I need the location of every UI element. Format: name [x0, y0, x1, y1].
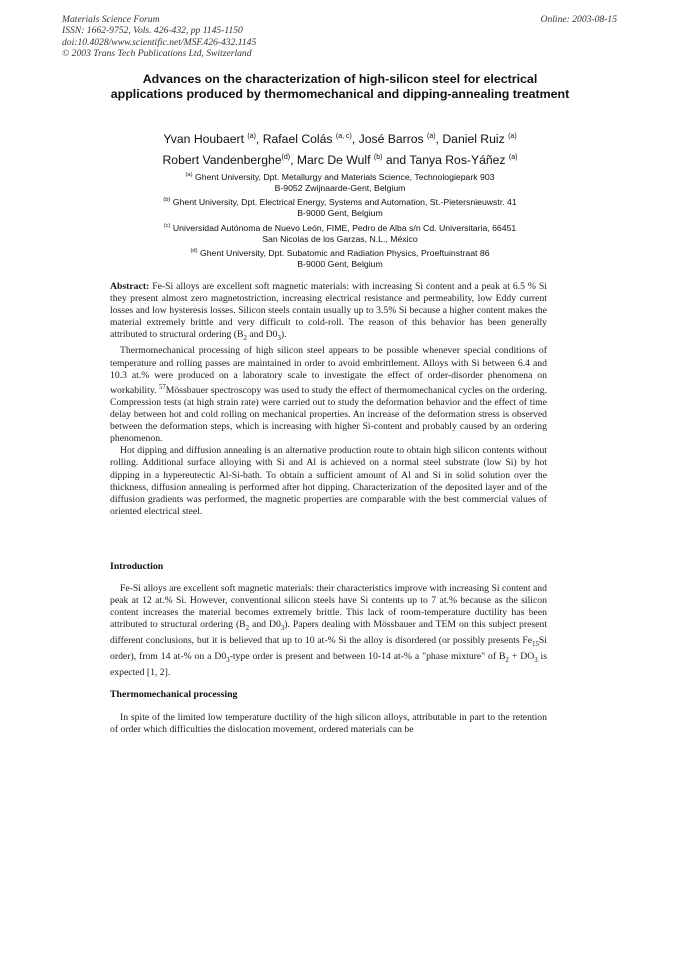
abstract-text: Mössbauer spectroscopy was used to study the effect of thermomechanical cycles on the ordering. Compression tests (at high strain rate) were carried out to study the deformation behavior and the effect of time delay between hot and cold rolling on mechanical properties. An increase of the deformation stress is observed between the deformation steps, which is increasing with higher Si-content and probably caused by an ordering phenomenon. — [110, 384, 547, 445]
subscript: 2 — [243, 335, 247, 343]
doi-line[interactable]: doi:10.4028/www.scientific.net/MSF.426-432.1145 — [62, 36, 257, 48]
body-text: and D0 — [249, 619, 281, 631]
author-affil-mark: (a) — [247, 133, 256, 140]
abstract-paragraph: Hot dipping and diffusion annealing is an alternative production route to obtain high silicon contents without rolling. Additional surface alloying with Si and Al is achieved on a normal steel substrate (low Si) by hot dipping in a hypereutectic Al-Si-bath. To obtain a sufficient amount of Al and Si in solid solution over the thickness, diffusion annealing is performed after hot dipping. Characterization of the deposited layer and of the diffusion gradients was performed, the magnetic properties are comparable with the best commercial values of oriented electrical steel. — [110, 445, 547, 517]
subscript: 2 — [505, 657, 509, 665]
abstract-text: Thermomechanical processing of high silicon steel appears to be possible whenever special conditions of temperature and rolling passes are maintained in order to avoid embrittlement. Alloys with Si between 6.4 and 10.3 at.% were produced on a laboratory scale to investigate the effect of order-disorder phenomena on workability. — [110, 345, 547, 396]
affiliation-mark: (b) — [163, 197, 171, 204]
introduction-section — [110, 583, 547, 679]
thermomechanical-heading: Thermomechanical processing — [110, 689, 238, 700]
affiliation-mark: (a) — [185, 172, 193, 178]
author-name: Rafael Colás — [262, 132, 333, 147]
body-text: -type order is present and between 10-14 at-% a "phase mixture" of B — [229, 651, 506, 663]
subscript: 3 — [534, 657, 538, 665]
affiliation-line: B-9000 Gent, Belgium — [297, 258, 383, 269]
abstract-text: and D0 — [246, 329, 278, 341]
author-name: Yvan Houbaert — [163, 132, 244, 147]
author-conjunction: and — [385, 152, 407, 167]
paper-title: Advances on the characterization of high-silicon steel for electrical applications produced by thermomechanical and dipping-annealing treatment — [110, 72, 570, 101]
subscript: 3 — [280, 625, 285, 633]
author-affil-mark: (b) — [373, 153, 383, 161]
online-date-header — [541, 14, 617, 25]
journal-header — [62, 14, 256, 60]
body-text: ). Papers dealing with Mössbauer and TEM on this subject present different conclusions, but it is believed that up to 10 at-% Si the alloy is disordered (or possibly presents Fe — [110, 619, 548, 647]
author-name: Robert Vandenberghe — [162, 152, 282, 167]
affiliation-line: Ghent University, Dpt. Electrical Energy, Systems and Automation, St.-Pietersnieuwstr. 41 — [172, 197, 517, 208]
author-name: Daniel Ruiz — [442, 132, 505, 147]
abstract-paragraph — [110, 345, 547, 445]
abstract-label: Abstract: — [110, 281, 150, 292]
journal-name: Materials Science Forum — [62, 14, 160, 25]
thermomechanical-section — [110, 712, 547, 736]
author-name: Tanya Ros-Yáñez — [409, 152, 506, 167]
affiliation-item — [100, 195, 580, 219]
author-affil-mark: (d) — [281, 153, 291, 161]
abstract-text: Fe-Si alloys are excellent soft magnetic materials: with increasing Si content and a peak at 6.5 % Si they present almost zero magnetostriction, increasing electrical resistance and permeability, low Eddy current losses and low hysteresis losses. Silicon steels contain usually up to 3.5% Si because a higher content makes the material extremely brittle and very difficult to cold-roll. The reason of this behavior has been generally attributed to structural ordering (B — [110, 281, 547, 341]
affiliation-item — [100, 246, 580, 270]
abstract-text: ). — [280, 329, 287, 341]
subscript: 15 — [532, 641, 539, 649]
affiliation-line: Universidad Autónoma de Nuevo León, FIME, Pedro de Alba s/n Cd. Universitaria, 66451 — [172, 222, 517, 233]
affiliation-item — [100, 170, 580, 194]
superscript: 57 — [158, 383, 166, 391]
body-text: + DO — [508, 651, 535, 663]
copyright-line: © 2003 Trans Tech Publications Ltd, Switzerland — [62, 48, 252, 60]
author-affil-mark: (a, c) — [335, 133, 352, 140]
affiliation-line: Ghent University, Dpt. Subatomic and Radiation Physics, Proeftuinstraat 86 — [199, 247, 490, 258]
thermomechanical-paragraph: In spite of the limited low temperature ductility of the high silicon alloys, attributable in part to the retention of order which difficulties the dislocation movement, ordered materials can be — [110, 712, 547, 736]
affiliation-item — [100, 221, 580, 245]
author-name: Marc De Wulf — [296, 152, 371, 167]
abstract-paragraph — [110, 281, 547, 345]
issn-line: ISSN: 1662-9752, Vols. 426-432, pp 1145-1150 — [62, 25, 243, 37]
affiliation-mark: (c) — [163, 222, 171, 229]
affiliation-line: Ghent University, Dpt. Metallurgy and Materials Science, Technologiepark 903 — [194, 171, 495, 182]
abstract-section — [110, 281, 547, 518]
author-list: Yvan Houbaert $^{(a)}$, Rafael Colás $^{(a, c)}$, José Barros $^{(a)}$, Daniel Ruiz $^{(a)}$ Robert Vandenberghe$^{(d)}$, Marc De Wulf $^{(b)}$ and Tanya Ros-Yáñez $^{(a)}$ — [162, 132, 518, 167]
body-text: Fe-Si alloys are excellent soft magnetic materials: their characteristics improve with increasing Si content and peak at 12 at.% Si. However, conventional silicon steels have Si contents up to 7 at.% because as the silicon content increases the material becomes extremely brittle. This lack of room-temperature ductility has been attributed to structural ordering (B — [110, 583, 547, 631]
affiliation-line: B-9000 Gent, Belgium — [297, 208, 383, 219]
subscript: 3 — [226, 657, 230, 665]
affiliation-line: B-9052 Zwijnaarde-Gent, Belgium — [274, 183, 406, 194]
author-affil-mark: (a) — [427, 133, 436, 140]
subscript: 2 — [245, 625, 250, 633]
body-text: Si order), from 14 at-% on a D0 — [110, 635, 547, 663]
introduction-paragraph — [110, 583, 547, 679]
subscript: 3 — [277, 335, 281, 343]
affiliation-line: San Nicolas de los Garzas, N.L., México — [262, 233, 418, 244]
online-date: Online: 2003-08-15 — [540, 14, 617, 25]
body-text: is expected [1, 2]. — [110, 651, 547, 679]
affiliation-list — [100, 170, 580, 271]
introduction-heading: Introduction — [110, 561, 164, 572]
author-name: José Barros — [358, 132, 424, 147]
author-affil-mark: (a) — [508, 133, 517, 140]
author-affil-mark: (a) — [508, 153, 518, 161]
affiliation-mark: (d) — [190, 247, 198, 254]
